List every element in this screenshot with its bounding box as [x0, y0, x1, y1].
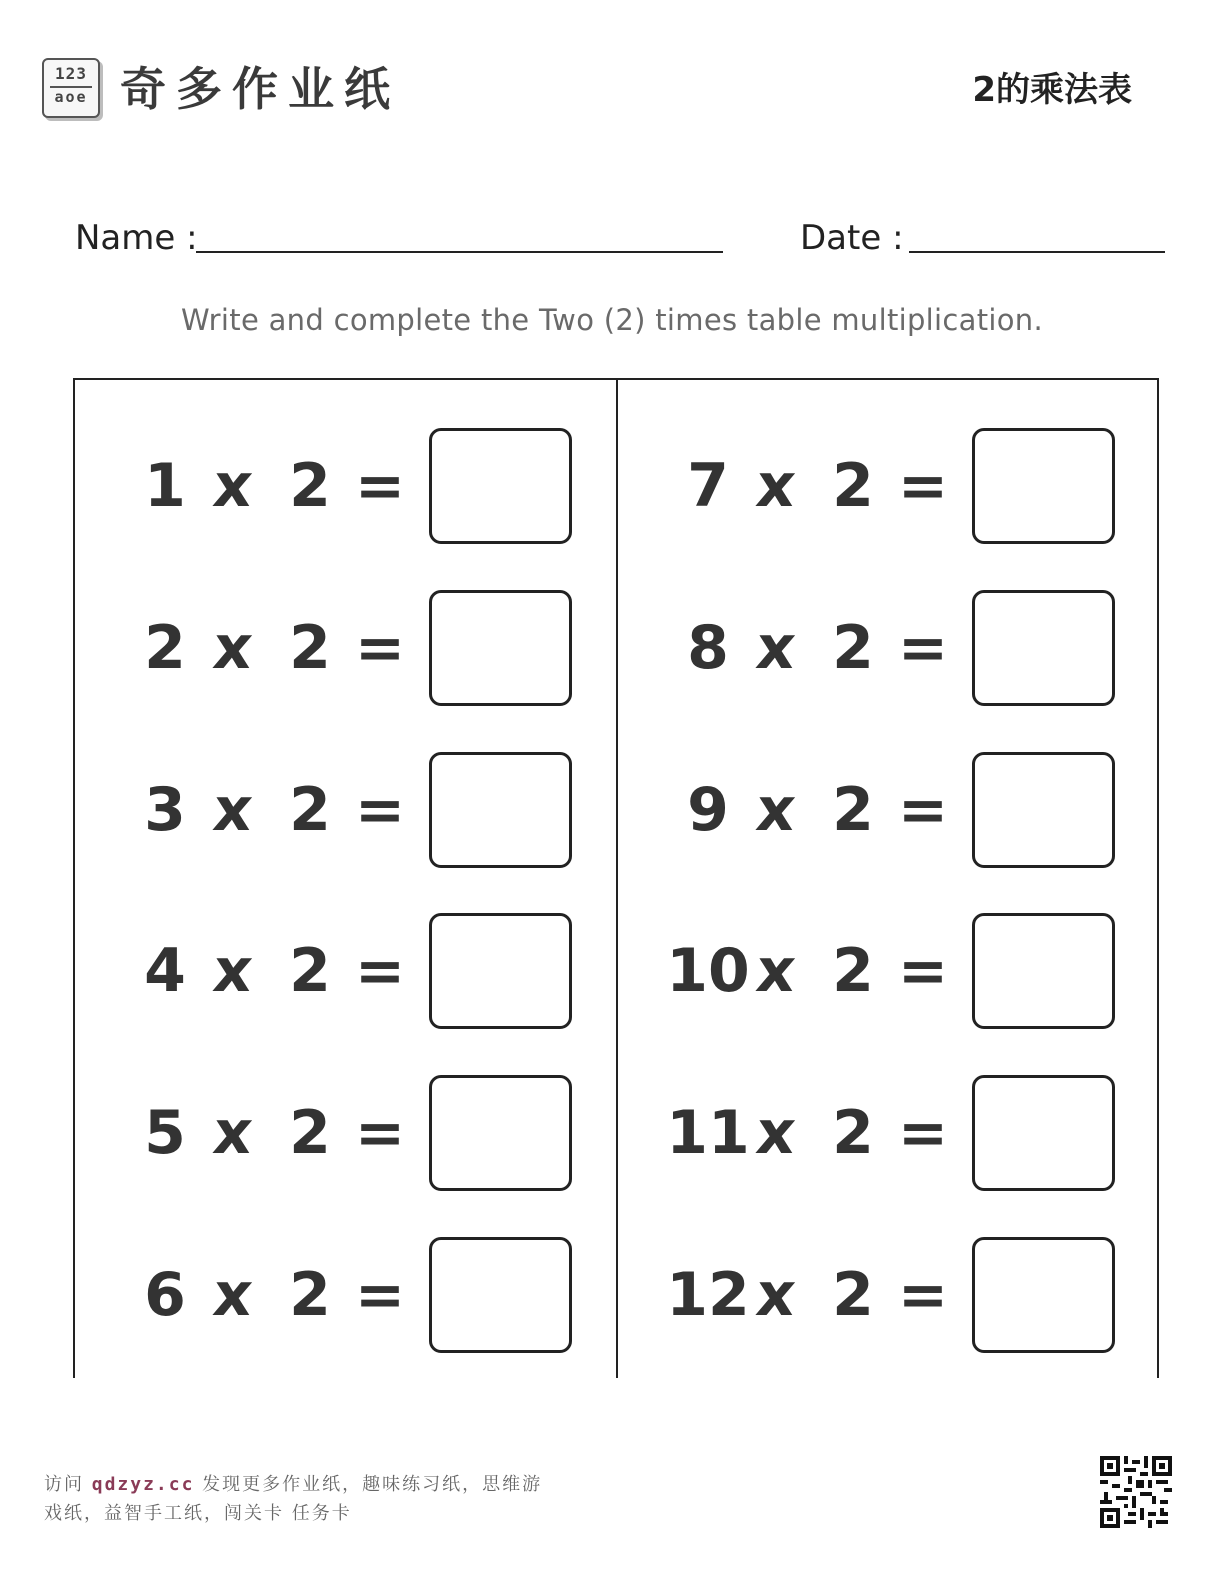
brand-name: 奇多作业纸	[120, 62, 400, 116]
times-sign: x	[209, 1098, 257, 1168]
name-label: Name :	[75, 218, 198, 258]
name-line[interactable]	[196, 251, 723, 253]
logo-digits: 123	[55, 64, 87, 83]
multiplicand: 2	[144, 613, 186, 683]
equals-sign: =	[354, 775, 406, 845]
multiplier: 2	[289, 1098, 331, 1168]
problem-row	[75, 752, 616, 868]
footer-note	[44, 1470, 604, 1528]
times-sign: x	[752, 1098, 800, 1168]
times-sign: x	[752, 936, 800, 1006]
multiplicand: 10	[666, 936, 750, 1006]
problem-row	[75, 428, 616, 544]
multiplier: 2	[832, 613, 874, 683]
answer-box[interactable]	[429, 752, 572, 868]
multiplier: 2	[832, 1260, 874, 1330]
multiplicand: 1	[144, 451, 186, 521]
problem-row	[75, 1237, 616, 1353]
instruction-text: Write and complete the Two (2) times table multiplication.	[181, 303, 1043, 337]
multiplicand: 11	[666, 1098, 750, 1168]
answer-box[interactable]	[429, 1075, 572, 1191]
footer-text-line1: 发现更多作业纸，趣味练习纸，思维游	[194, 1474, 543, 1495]
multiplicand: 7	[687, 451, 729, 521]
answer-box[interactable]	[972, 752, 1115, 868]
qr-code-icon	[1100, 1456, 1172, 1528]
footer-prefix: 访问	[44, 1474, 92, 1495]
problem-row	[75, 590, 616, 706]
equals-sign: =	[897, 613, 949, 683]
date-line[interactable]	[909, 251, 1165, 253]
sheet-title: 2的乘法表	[972, 70, 1132, 110]
multiplicand: 3	[144, 775, 186, 845]
equals-sign: =	[897, 451, 949, 521]
equals-sign: =	[354, 451, 406, 521]
times-sign: x	[209, 1260, 257, 1330]
multiplicand: 12	[666, 1260, 750, 1330]
multiplier: 2	[832, 1098, 874, 1168]
answer-box[interactable]	[972, 1237, 1115, 1353]
problem-row	[618, 428, 1159, 544]
times-sign: x	[752, 451, 800, 521]
problem-row	[618, 913, 1159, 1029]
times-sign: x	[209, 451, 257, 521]
equals-sign: =	[354, 613, 406, 683]
multiplier: 2	[289, 613, 331, 683]
equals-sign: =	[897, 1098, 949, 1168]
date-label: Date :	[800, 218, 904, 258]
times-sign: x	[752, 613, 800, 683]
footer-text-line2: 戏纸，益智手工纸，闯关卡 任务卡	[44, 1503, 352, 1524]
problem-row	[618, 1075, 1159, 1191]
multiplicand: 5	[144, 1098, 186, 1168]
footer-site-link[interactable]: qdzyz.cc	[91, 1474, 195, 1495]
answer-box[interactable]	[972, 428, 1115, 544]
multiplicand: 9	[687, 775, 729, 845]
problems-column-right	[618, 380, 1159, 1378]
equals-sign: =	[897, 775, 949, 845]
problems-table	[73, 378, 1159, 1378]
multiplier: 2	[289, 775, 331, 845]
multiplier: 2	[289, 1260, 331, 1330]
times-sign: x	[752, 775, 800, 845]
answer-box[interactable]	[429, 428, 572, 544]
multiplier: 2	[289, 936, 331, 1006]
multiplier: 2	[289, 451, 331, 521]
equals-sign: =	[354, 936, 406, 1006]
answer-box[interactable]	[429, 590, 572, 706]
multiplier: 2	[832, 775, 874, 845]
equals-sign: =	[897, 1260, 949, 1330]
answer-box[interactable]	[429, 913, 572, 1029]
problem-row	[75, 913, 616, 1029]
multiplicand: 8	[687, 613, 729, 683]
logo-letters: aoe	[50, 86, 92, 106]
answer-box[interactable]	[972, 1075, 1115, 1191]
multiplicand: 4	[144, 936, 186, 1006]
times-sign: x	[209, 936, 257, 1006]
equals-sign: =	[354, 1098, 406, 1168]
equals-sign: =	[897, 936, 949, 1006]
equals-sign: =	[354, 1260, 406, 1330]
times-sign: x	[752, 1260, 800, 1330]
answer-box[interactable]	[429, 1237, 572, 1353]
answer-box[interactable]	[972, 590, 1115, 706]
problem-row	[618, 590, 1159, 706]
multiplier: 2	[832, 936, 874, 1006]
logo-icon	[42, 58, 100, 118]
multiplier: 2	[832, 451, 874, 521]
problems-column-left	[75, 380, 616, 1378]
problem-row	[75, 1075, 616, 1191]
times-sign: x	[209, 775, 257, 845]
problem-row	[618, 752, 1159, 868]
answer-box[interactable]	[972, 913, 1115, 1029]
multiplicand: 6	[144, 1260, 186, 1330]
times-sign: x	[209, 613, 257, 683]
problem-row	[618, 1237, 1159, 1353]
